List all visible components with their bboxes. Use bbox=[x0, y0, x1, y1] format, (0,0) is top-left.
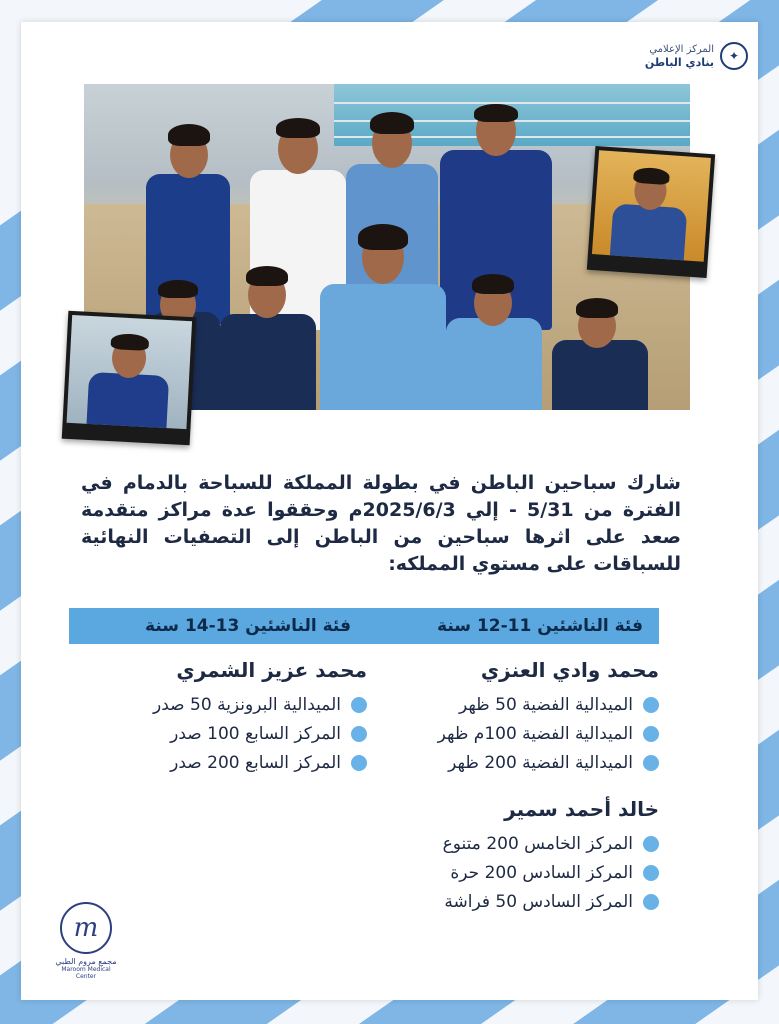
inset-photo-right bbox=[587, 146, 715, 278]
result-item: الميدالية الفضية 100م ظهر bbox=[391, 719, 659, 748]
results-list bbox=[99, 690, 389, 777]
result-item: الميدالية الفضية 200 ظهر bbox=[391, 748, 659, 777]
sponsor-name-en: Maroom Medical Center bbox=[61, 966, 111, 980]
bullet-icon bbox=[351, 726, 367, 742]
bullet-icon bbox=[351, 755, 367, 771]
bullet-icon bbox=[643, 726, 659, 742]
sponsor-logo bbox=[51, 902, 121, 980]
intro-paragraph: شارك سباحين الباطن في بطولة المملكة للسباحة بالدمام في الفترة من 5/31 - إلي 2025/6/3م وحققوا عدة مراكز متقدمة صعد على اثرها سباحين من الباطن إلى التصفيات النهائية للسباقات على مستوي المملكه: bbox=[81, 472, 681, 575]
bullet-icon bbox=[351, 697, 367, 713]
bullet-icon bbox=[643, 697, 659, 713]
org-line2: بنادي الباطن bbox=[644, 55, 714, 69]
club-seal-icon: ✦ bbox=[720, 42, 748, 70]
athlete-name: خالد أحمد سمير bbox=[504, 797, 659, 821]
bullet-icon bbox=[643, 894, 659, 910]
maroom-logo-icon: m bbox=[60, 902, 112, 954]
result-item: المركز السابع 100 صدر bbox=[99, 719, 367, 748]
category-label: فئة الناشئين 11-12 سنة bbox=[361, 608, 659, 644]
bullet-icon bbox=[643, 865, 659, 881]
result-item: الميدالية الفضية 50 ظهر bbox=[391, 690, 659, 719]
category-label: فئة الناشئين 13-14 سنة bbox=[69, 608, 367, 644]
results-list bbox=[391, 829, 681, 916]
result-item: المركز الخامس 200 متنوع bbox=[391, 829, 659, 858]
inset-photo-left bbox=[62, 311, 197, 446]
club-media-logo bbox=[645, 42, 748, 70]
category-juniors-11-12 bbox=[391, 608, 681, 916]
bullet-icon bbox=[643, 836, 659, 852]
athlete-name: محمد عزيز الشمري bbox=[176, 658, 367, 682]
org-line1: المركز الإعلامي bbox=[649, 43, 714, 55]
result-item: المركز السادس 50 فراشة bbox=[391, 887, 659, 916]
result-item: المركز السابع 200 صدر bbox=[99, 748, 367, 777]
athlete-name: محمد وادي العنزي bbox=[480, 658, 659, 682]
bullet-icon bbox=[643, 755, 659, 771]
poster-card bbox=[21, 22, 758, 1000]
category-juniors-13-14 bbox=[99, 608, 389, 777]
result-item: الميدالية البرونزية 50 صدر bbox=[99, 690, 367, 719]
sponsor-name-ar: مجمع مروم الطبي bbox=[55, 957, 117, 966]
result-item: المركز السادس 200 حرة bbox=[391, 858, 659, 887]
results-list bbox=[391, 690, 681, 777]
